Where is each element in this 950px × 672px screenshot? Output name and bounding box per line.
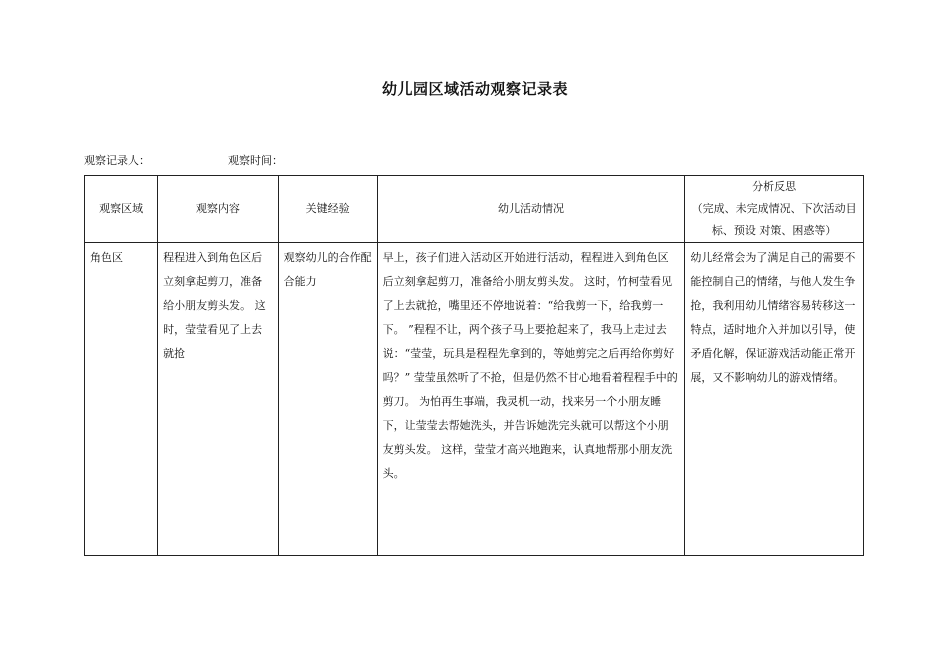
header-key-experience: 关键经验 [278,176,377,243]
header-analysis-title: 分析反思 [752,180,797,193]
table-row [85,243,864,556]
observation-table [84,175,864,556]
cell-area: 角色区 [85,243,158,556]
header-content: 观察内容 [158,176,279,243]
page-title: 幼儿园区域活动观察记录表 [381,80,568,98]
cell-content: 程程进入到角色区后立刻拿起剪刀，准备给小朋友剪头发。 这时，莹莹看见了上去就抢 [158,243,279,556]
time-label: 观察时间： [228,154,283,167]
header-area: 观察区域 [85,176,158,243]
header-activity: 幼儿活动情况 [377,176,685,243]
cell-activity: 早上，孩子们进入活动区开始进行活动，程程进入到角色区后立刻拿起剪刀，准备给小朋友剪头发。 这时，竹柯莹看见了上去就抢，嘴里还不停地说着：“给我剪一下，给我剪一下。 ”程程不让，两个孩子马上要抢起来了，我马上走过去说：“莹莹，玩具是程程先拿到的，等她剪完之后再给你剪好吗？” 莹莹虽然听了不抢，但是仍然不甘心地看着程程手中的剪刀。 为怕再生事端，我灵机一动，找来另一个小朋友睡下，让莹莹去帮她洗头，并告诉她洗完头就可以帮这个小朋友剪头发。 这样，莹莹才高兴地跑来，认真地帮那小朋友洗头。 [377,243,685,556]
table-header-row [85,176,864,243]
cell-key-experience: 观察幼儿的合作配合能力 [278,243,377,556]
recorder-label: 观察记录人： [84,154,150,167]
cell-analysis: 幼儿经常会为了满足自己的需要不能控制自己的情绪，与他人发生争抢，我利用幼儿情绪容易转移这一特点，适时地介入并加以引导，使矛盾化解，保证游戏活动能正常开展，又不影响幼儿的游戏情绪。 [685,243,864,556]
header-analysis [685,176,864,243]
header-analysis-note: （完成、未完成情况、下次活动目标、预设 对策、困惑等） [691,202,857,237]
